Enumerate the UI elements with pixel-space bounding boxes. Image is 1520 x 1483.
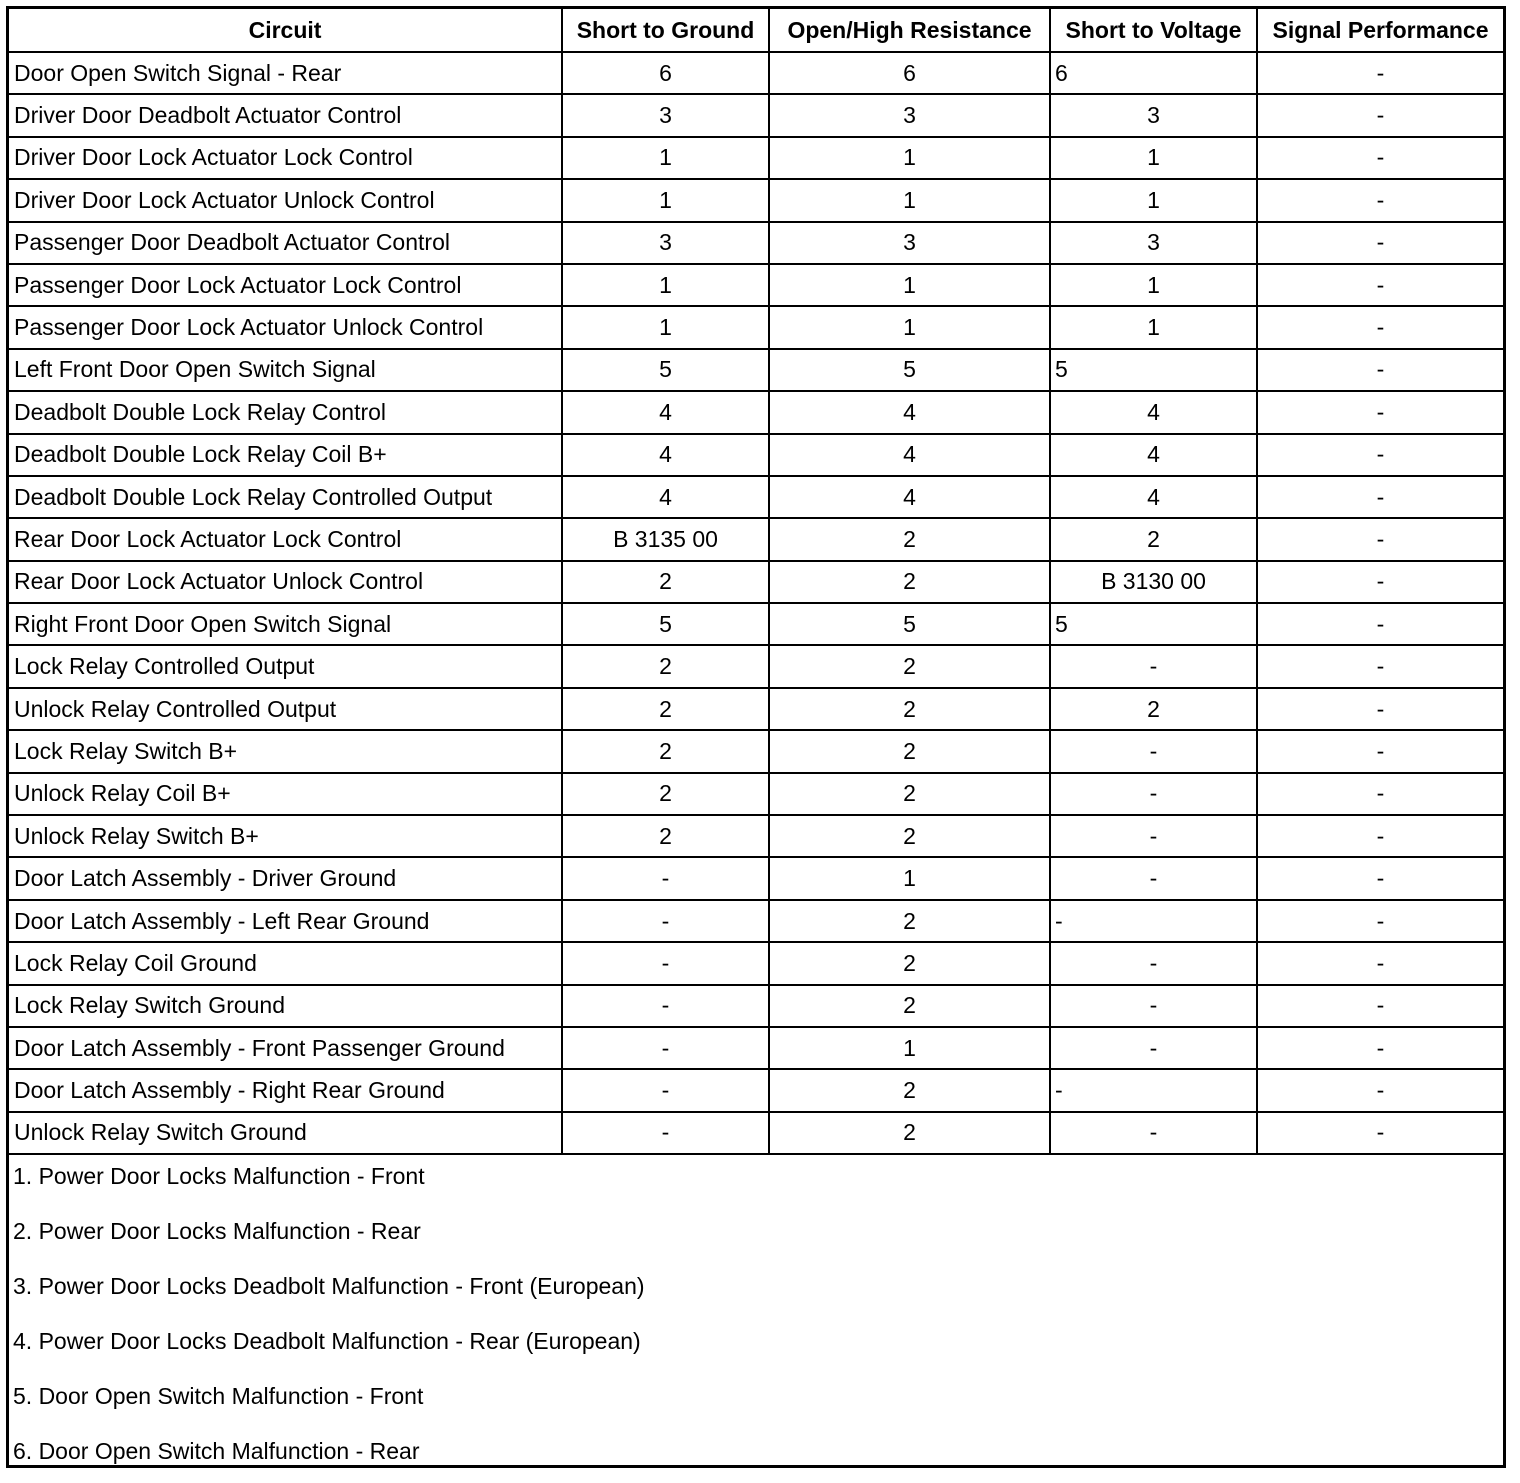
- short-to-ground-cell: -: [562, 857, 769, 899]
- short-to-ground-cell: 2: [562, 773, 769, 815]
- open-high-resistance-cell: 1: [769, 264, 1050, 306]
- open-high-resistance-cell: 3: [769, 222, 1050, 264]
- circuit-name-cell: Lock Relay Switch B+: [9, 730, 562, 772]
- short-to-ground-cell: 1: [562, 179, 769, 221]
- open-high-resistance-cell: 2: [769, 1112, 1050, 1154]
- table-row: [9, 222, 1503, 264]
- short-to-voltage-cell: B 3130 00: [1050, 561, 1257, 603]
- circuit-name-cell: Lock Relay Switch Ground: [9, 985, 562, 1027]
- circuit-name-cell: Deadbolt Double Lock Relay Control: [9, 391, 562, 433]
- table-row: [9, 179, 1503, 221]
- open-high-resistance-cell: 4: [769, 476, 1050, 518]
- short-to-voltage-cell: 4: [1050, 476, 1257, 518]
- signal-performance-cell: -: [1257, 349, 1503, 391]
- signal-performance-cell: -: [1257, 1027, 1503, 1069]
- circuit-table-sheet: [6, 6, 1506, 1468]
- short-to-voltage-cell: -: [1050, 1069, 1257, 1111]
- circuit-name-cell: Passenger Door Deadbolt Actuator Control: [9, 222, 562, 264]
- short-to-voltage-cell: 5: [1050, 349, 1257, 391]
- short-to-voltage-cell: -: [1050, 773, 1257, 815]
- signal-performance-cell: -: [1257, 561, 1503, 603]
- short-to-voltage-cell: 2: [1050, 688, 1257, 730]
- signal-performance-cell: -: [1257, 434, 1503, 476]
- short-to-ground-cell: 2: [562, 561, 769, 603]
- table-row: [9, 1069, 1503, 1111]
- footnote-item: 5. Door Open Switch Malfunction - Front: [13, 1383, 424, 1409]
- short-to-ground-cell: B 3135 00: [562, 518, 769, 560]
- short-to-ground-cell: -: [562, 900, 769, 942]
- circuit-name-cell: Rear Door Lock Actuator Lock Control: [9, 518, 562, 560]
- short-to-voltage-cell: 1: [1050, 179, 1257, 221]
- header-short-to-ground: Short to Ground: [562, 9, 769, 52]
- signal-performance-cell: -: [1257, 688, 1503, 730]
- circuit-name-cell: Door Open Switch Signal - Rear: [9, 52, 562, 94]
- table-row: [9, 1112, 1503, 1154]
- short-to-voltage-cell: -: [1050, 815, 1257, 857]
- signal-performance-cell: -: [1257, 985, 1503, 1027]
- table-row: [9, 94, 1503, 136]
- short-to-ground-cell: 1: [562, 137, 769, 179]
- open-high-resistance-cell: 4: [769, 391, 1050, 433]
- open-high-resistance-cell: 5: [769, 603, 1050, 645]
- signal-performance-cell: -: [1257, 179, 1503, 221]
- short-to-ground-cell: 4: [562, 434, 769, 476]
- signal-performance-cell: -: [1257, 730, 1503, 772]
- open-high-resistance-cell: 2: [769, 900, 1050, 942]
- open-high-resistance-cell: 1: [769, 179, 1050, 221]
- table-row: [9, 688, 1503, 730]
- circuit-fault-table: [9, 9, 1503, 1155]
- table-row: [9, 773, 1503, 815]
- short-to-voltage-cell: -: [1050, 1027, 1257, 1069]
- signal-performance-cell: -: [1257, 603, 1503, 645]
- circuit-name-cell: Rear Door Lock Actuator Unlock Control: [9, 561, 562, 603]
- table-row: [9, 900, 1503, 942]
- open-high-resistance-cell: 2: [769, 815, 1050, 857]
- table-row: [9, 391, 1503, 433]
- circuit-name-cell: Door Latch Assembly - Left Rear Ground: [9, 900, 562, 942]
- circuit-name-cell: Driver Door Deadbolt Actuator Control: [9, 94, 562, 136]
- short-to-ground-cell: 3: [562, 94, 769, 136]
- open-high-resistance-cell: 1: [769, 306, 1050, 348]
- signal-performance-cell: -: [1257, 94, 1503, 136]
- circuit-name-cell: Unlock Relay Switch Ground: [9, 1112, 562, 1154]
- signal-performance-cell: -: [1257, 264, 1503, 306]
- short-to-voltage-cell: -: [1050, 857, 1257, 899]
- short-to-voltage-cell: -: [1050, 645, 1257, 687]
- table-row: [9, 349, 1503, 391]
- table-row: [9, 857, 1503, 899]
- open-high-resistance-cell: 1: [769, 857, 1050, 899]
- short-to-ground-cell: 2: [562, 645, 769, 687]
- short-to-voltage-cell: 6: [1050, 52, 1257, 94]
- table-row: [9, 434, 1503, 476]
- circuit-name-cell: Passenger Door Lock Actuator Lock Control: [9, 264, 562, 306]
- short-to-ground-cell: 1: [562, 264, 769, 306]
- open-high-resistance-cell: 6: [769, 52, 1050, 94]
- footnote-item: 2. Power Door Locks Malfunction - Rear: [13, 1218, 421, 1244]
- open-high-resistance-cell: 2: [769, 688, 1050, 730]
- short-to-voltage-cell: 4: [1050, 434, 1257, 476]
- open-high-resistance-cell: 2: [769, 730, 1050, 772]
- signal-performance-cell: -: [1257, 391, 1503, 433]
- short-to-ground-cell: -: [562, 1027, 769, 1069]
- signal-performance-cell: -: [1257, 942, 1503, 984]
- table-row: [9, 264, 1503, 306]
- open-high-resistance-cell: 2: [769, 645, 1050, 687]
- signal-performance-cell: -: [1257, 306, 1503, 348]
- open-high-resistance-cell: 2: [769, 518, 1050, 560]
- circuit-name-cell: Door Latch Assembly - Right Rear Ground: [9, 1069, 562, 1111]
- short-to-ground-cell: 2: [562, 730, 769, 772]
- footnote-item: 4. Power Door Locks Deadbolt Malfunction - Rear (European): [13, 1328, 641, 1354]
- short-to-voltage-cell: 1: [1050, 137, 1257, 179]
- short-to-voltage-cell: -: [1050, 942, 1257, 984]
- circuit-name-cell: Driver Door Lock Actuator Unlock Control: [9, 179, 562, 221]
- short-to-ground-cell: 4: [562, 391, 769, 433]
- signal-performance-cell: -: [1257, 857, 1503, 899]
- signal-performance-cell: -: [1257, 1112, 1503, 1154]
- signal-performance-cell: -: [1257, 815, 1503, 857]
- open-high-resistance-cell: 2: [769, 1069, 1050, 1111]
- open-high-resistance-cell: 4: [769, 434, 1050, 476]
- open-high-resistance-cell: 1: [769, 1027, 1050, 1069]
- short-to-voltage-cell: 1: [1050, 306, 1257, 348]
- header-short-to-voltage: Short to Voltage: [1050, 9, 1257, 52]
- table-row: [9, 476, 1503, 518]
- short-to-voltage-cell: -: [1050, 730, 1257, 772]
- signal-performance-cell: -: [1257, 645, 1503, 687]
- table-row: [9, 603, 1503, 645]
- circuit-name-cell: Deadbolt Double Lock Relay Coil B+: [9, 434, 562, 476]
- short-to-ground-cell: 4: [562, 476, 769, 518]
- circuit-name-cell: Unlock Relay Controlled Output: [9, 688, 562, 730]
- circuit-name-cell: Right Front Door Open Switch Signal: [9, 603, 562, 645]
- short-to-voltage-cell: 2: [1050, 518, 1257, 560]
- short-to-voltage-cell: -: [1050, 985, 1257, 1027]
- short-to-voltage-cell: 5: [1050, 603, 1257, 645]
- footnote-item: 3. Power Door Locks Deadbolt Malfunction - Front (European): [13, 1273, 645, 1299]
- short-to-voltage-cell: 3: [1050, 222, 1257, 264]
- short-to-voltage-cell: 3: [1050, 94, 1257, 136]
- table-row: [9, 815, 1503, 857]
- table-row: [9, 518, 1503, 560]
- open-high-resistance-cell: 2: [769, 985, 1050, 1027]
- signal-performance-cell: -: [1257, 52, 1503, 94]
- short-to-voltage-cell: -: [1050, 900, 1257, 942]
- table-row: [9, 1027, 1503, 1069]
- table-row: [9, 52, 1503, 94]
- signal-performance-cell: -: [1257, 137, 1503, 179]
- circuit-name-cell: Lock Relay Coil Ground: [9, 942, 562, 984]
- circuit-name-cell: Lock Relay Controlled Output: [9, 645, 562, 687]
- footnote-item: 1. Power Door Locks Malfunction - Front: [13, 1163, 425, 1189]
- signal-performance-cell: -: [1257, 518, 1503, 560]
- short-to-voltage-cell: -: [1050, 1112, 1257, 1154]
- open-high-resistance-cell: 3: [769, 94, 1050, 136]
- table-row: [9, 137, 1503, 179]
- table-row: [9, 645, 1503, 687]
- circuit-name-cell: Left Front Door Open Switch Signal: [9, 349, 562, 391]
- short-to-ground-cell: 5: [562, 349, 769, 391]
- open-high-resistance-cell: 2: [769, 942, 1050, 984]
- circuit-name-cell: Unlock Relay Coil B+: [9, 773, 562, 815]
- short-to-ground-cell: 3: [562, 222, 769, 264]
- short-to-ground-cell: 6: [562, 52, 769, 94]
- open-high-resistance-cell: 5: [769, 349, 1050, 391]
- short-to-voltage-cell: 4: [1050, 391, 1257, 433]
- table-row: [9, 730, 1503, 772]
- short-to-ground-cell: 2: [562, 688, 769, 730]
- short-to-ground-cell: -: [562, 1069, 769, 1111]
- short-to-ground-cell: -: [562, 942, 769, 984]
- circuit-name-cell: Door Latch Assembly - Front Passenger Ground: [9, 1027, 562, 1069]
- signal-performance-cell: -: [1257, 1069, 1503, 1111]
- short-to-ground-cell: 5: [562, 603, 769, 645]
- signal-performance-cell: -: [1257, 773, 1503, 815]
- open-high-resistance-cell: 2: [769, 561, 1050, 603]
- circuit-name-cell: Door Latch Assembly - Driver Ground: [9, 857, 562, 899]
- header-open-high-resistance: Open/High Resistance: [769, 9, 1050, 52]
- open-high-resistance-cell: 1: [769, 137, 1050, 179]
- open-high-resistance-cell: 2: [769, 773, 1050, 815]
- short-to-ground-cell: -: [562, 1112, 769, 1154]
- table-row: [9, 306, 1503, 348]
- circuit-name-cell: Passenger Door Lock Actuator Unlock Control: [9, 306, 562, 348]
- short-to-voltage-cell: 1: [1050, 264, 1257, 306]
- signal-performance-cell: -: [1257, 222, 1503, 264]
- footnotes: [9, 1153, 1503, 1483]
- circuit-name-cell: Deadbolt Double Lock Relay Controlled Output: [9, 476, 562, 518]
- table-row: [9, 561, 1503, 603]
- table-row: [9, 942, 1503, 984]
- signal-performance-cell: -: [1257, 476, 1503, 518]
- circuit-name-cell: Driver Door Lock Actuator Lock Control: [9, 137, 562, 179]
- header-circuit: Circuit: [9, 9, 562, 52]
- signal-performance-cell: -: [1257, 900, 1503, 942]
- short-to-ground-cell: -: [562, 985, 769, 1027]
- header-row: [9, 9, 1503, 52]
- short-to-ground-cell: 1: [562, 306, 769, 348]
- table-row: [9, 985, 1503, 1027]
- footnote-item: 6. Door Open Switch Malfunction - Rear: [13, 1438, 420, 1464]
- short-to-ground-cell: 2: [562, 815, 769, 857]
- header-signal-performance: Signal Performance: [1257, 9, 1503, 52]
- circuit-name-cell: Unlock Relay Switch B+: [9, 815, 562, 857]
